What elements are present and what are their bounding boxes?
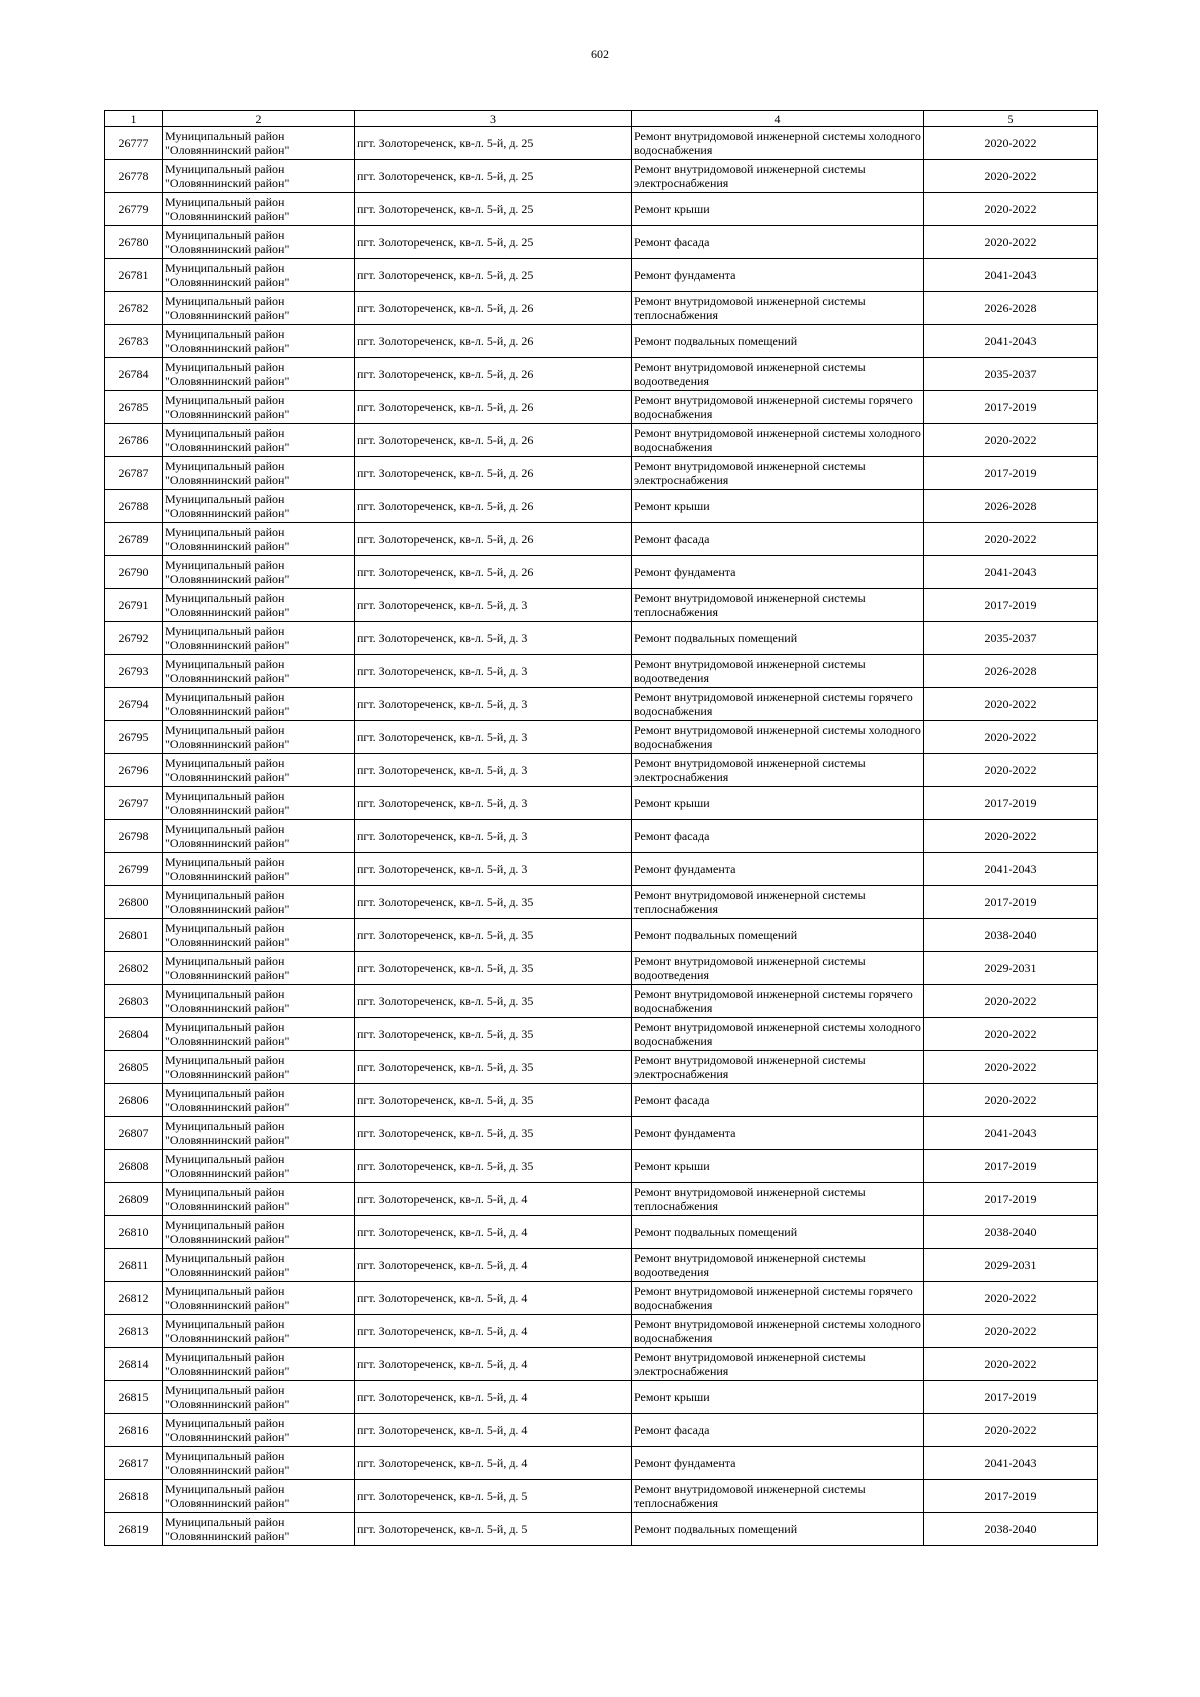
table-row	[105, 1183, 1098, 1216]
work-type-cell: Ремонт фундамента	[632, 853, 924, 886]
row-number: 26779	[105, 193, 163, 226]
period-cell: 2017-2019	[924, 886, 1098, 919]
work-type-cell: Ремонт фасада	[632, 226, 924, 259]
column-header: 2	[163, 111, 355, 127]
row-number: 26782	[105, 292, 163, 325]
work-type-cell: Ремонт внутридомовой инженерной системы теплоснабжения	[632, 292, 924, 325]
table-row	[105, 226, 1098, 259]
work-type-cell: Ремонт подвальных помещений	[632, 1513, 924, 1546]
address-cell: пгт. Золотореченск, кв-л. 5-й, д. 3	[355, 589, 632, 622]
table-row	[105, 688, 1098, 721]
table-row	[105, 952, 1098, 985]
row-number: 26796	[105, 754, 163, 787]
address-cell: пгт. Золотореченск, кв-л. 5-й, д. 3	[355, 754, 632, 787]
row-number: 26780	[105, 226, 163, 259]
municipality-cell: Муниципальный район "Оловяннинский район"	[163, 1513, 355, 1546]
table-row	[105, 457, 1098, 490]
municipality-cell: Муниципальный район "Оловяннинский район"	[163, 1381, 355, 1414]
work-type-cell: Ремонт внутридомовой инженерной системы водоотведения	[632, 1249, 924, 1282]
row-number: 26800	[105, 886, 163, 919]
municipality-cell: Муниципальный район "Оловяннинский район"	[163, 1348, 355, 1381]
work-type-cell: Ремонт крыши	[632, 490, 924, 523]
work-type-cell: Ремонт внутридомовой инженерной системы холодного водоснабжения	[632, 127, 924, 160]
table-row	[105, 1018, 1098, 1051]
address-cell: пгт. Золотореченск, кв-л. 5-й, д. 5	[355, 1480, 632, 1513]
row-number: 26803	[105, 985, 163, 1018]
address-cell: пгт. Золотореченск, кв-л. 5-й, д. 35	[355, 952, 632, 985]
work-type-cell: Ремонт фундамента	[632, 259, 924, 292]
address-cell: пгт. Золотореченск, кв-л. 5-й, д. 5	[355, 1513, 632, 1546]
municipality-cell: Муниципальный район "Оловяннинский район"	[163, 1084, 355, 1117]
work-type-cell: Ремонт внутридомовой инженерной системы горячего водоснабжения	[632, 391, 924, 424]
table-row	[105, 1480, 1098, 1513]
work-type-cell: Ремонт фасада	[632, 1414, 924, 1447]
period-cell: 2020-2022	[924, 424, 1098, 457]
address-cell: пгт. Золотореченск, кв-л. 5-й, д. 35	[355, 985, 632, 1018]
address-cell: пгт. Золотореченск, кв-л. 5-й, д. 4	[355, 1381, 632, 1414]
table-row	[105, 787, 1098, 820]
period-cell: 2029-2031	[924, 1249, 1098, 1282]
row-number: 26795	[105, 721, 163, 754]
row-number: 26807	[105, 1117, 163, 1150]
table-row	[105, 985, 1098, 1018]
period-cell: 2020-2022	[924, 1018, 1098, 1051]
row-number: 26816	[105, 1414, 163, 1447]
work-type-cell: Ремонт крыши	[632, 193, 924, 226]
row-number: 26791	[105, 589, 163, 622]
address-cell: пгт. Золотореченск, кв-л. 5-й, д. 26	[355, 523, 632, 556]
table-row	[105, 1414, 1098, 1447]
table-row	[105, 886, 1098, 919]
row-number: 26819	[105, 1513, 163, 1546]
municipality-cell: Муниципальный район "Оловяннинский район"	[163, 622, 355, 655]
period-cell: 2035-2037	[924, 622, 1098, 655]
address-cell: пгт. Золотореченск, кв-л. 5-й, д. 3	[355, 688, 632, 721]
municipality-cell: Муниципальный район "Оловяннинский район"	[163, 1018, 355, 1051]
municipality-cell: Муниципальный район "Оловяннинский район"	[163, 1447, 355, 1480]
municipality-cell: Муниципальный район "Оловяннинский район"	[163, 391, 355, 424]
work-type-cell: Ремонт внутридомовой инженерной системы холодного водоснабжения	[632, 424, 924, 457]
work-type-cell: Ремонт внутридомовой инженерной системы теплоснабжения	[632, 886, 924, 919]
address-cell: пгт. Золотореченск, кв-л. 5-й, д. 25	[355, 127, 632, 160]
period-cell: 2038-2040	[924, 919, 1098, 952]
municipality-cell: Муниципальный район "Оловяннинский район"	[163, 1315, 355, 1348]
table-row	[105, 1513, 1098, 1546]
column-header: 5	[924, 111, 1098, 127]
municipality-cell: Муниципальный район "Оловяннинский район"	[163, 490, 355, 523]
column-header: 4	[632, 111, 924, 127]
address-cell: пгт. Золотореченск, кв-л. 5-й, д. 4	[355, 1216, 632, 1249]
table-row	[105, 1249, 1098, 1282]
address-cell: пгт. Золотореченск, кв-л. 5-й, д. 3	[355, 622, 632, 655]
row-number: 26794	[105, 688, 163, 721]
municipality-cell: Муниципальный район "Оловяннинский район"	[163, 1183, 355, 1216]
table-row	[105, 1315, 1098, 1348]
period-cell: 2020-2022	[924, 820, 1098, 853]
address-cell: пгт. Золотореченск, кв-л. 5-й, д. 26	[355, 325, 632, 358]
repair-schedule-table	[104, 110, 1098, 1546]
row-number: 26806	[105, 1084, 163, 1117]
row-number: 26797	[105, 787, 163, 820]
row-number: 26804	[105, 1018, 163, 1051]
table-row	[105, 259, 1098, 292]
period-cell: 2038-2040	[924, 1216, 1098, 1249]
column-header: 3	[355, 111, 632, 127]
table-row	[105, 523, 1098, 556]
period-cell: 2026-2028	[924, 655, 1098, 688]
table-row	[105, 193, 1098, 226]
period-cell: 2041-2043	[924, 1117, 1098, 1150]
period-cell: 2041-2043	[924, 853, 1098, 886]
work-type-cell: Ремонт подвальных помещений	[632, 1216, 924, 1249]
address-cell: пгт. Золотореченск, кв-л. 5-й, д. 3	[355, 820, 632, 853]
work-type-cell: Ремонт внутридомовой инженерной системы горячего водоснабжения	[632, 985, 924, 1018]
table-row	[105, 127, 1098, 160]
period-cell: 2020-2022	[924, 226, 1098, 259]
table-row	[105, 1447, 1098, 1480]
address-cell: пгт. Золотореченск, кв-л. 5-й, д. 26	[355, 358, 632, 391]
municipality-cell: Муниципальный район "Оловяннинский район"	[163, 787, 355, 820]
column-number-row	[105, 111, 1098, 127]
work-type-cell: Ремонт внутридомовой инженерной системы водоотведения	[632, 358, 924, 391]
work-type-cell: Ремонт фасада	[632, 523, 924, 556]
municipality-cell: Муниципальный район "Оловяннинский район"	[163, 886, 355, 919]
address-cell: пгт. Золотореченск, кв-л. 5-й, д. 26	[355, 292, 632, 325]
row-number: 26778	[105, 160, 163, 193]
address-cell: пгт. Золотореченск, кв-л. 5-й, д. 35	[355, 1150, 632, 1183]
period-cell: 2020-2022	[924, 754, 1098, 787]
table-row	[105, 589, 1098, 622]
address-cell: пгт. Золотореченск, кв-л. 5-й, д. 26	[355, 424, 632, 457]
address-cell: пгт. Золотореченск, кв-л. 5-й, д. 25	[355, 259, 632, 292]
municipality-cell: Муниципальный район "Оловяннинский район"	[163, 325, 355, 358]
row-number: 26799	[105, 853, 163, 886]
municipality-cell: Муниципальный район "Оловяннинский район"	[163, 655, 355, 688]
work-type-cell: Ремонт подвальных помещений	[632, 919, 924, 952]
address-cell: пгт. Золотореченск, кв-л. 5-й, д. 3	[355, 787, 632, 820]
row-number: 26814	[105, 1348, 163, 1381]
municipality-cell: Муниципальный район "Оловяннинский район"	[163, 292, 355, 325]
table-row	[105, 1084, 1098, 1117]
row-number: 26811	[105, 1249, 163, 1282]
municipality-cell: Муниципальный район "Оловяннинский район"	[163, 160, 355, 193]
row-number: 26786	[105, 424, 163, 457]
row-number: 26801	[105, 919, 163, 952]
address-cell: пгт. Золотореченск, кв-л. 5-й, д. 26	[355, 490, 632, 523]
work-type-cell: Ремонт крыши	[632, 1150, 924, 1183]
work-type-cell: Ремонт крыши	[632, 787, 924, 820]
work-type-cell: Ремонт внутридомовой инженерной системы горячего водоснабжения	[632, 688, 924, 721]
row-number: 26790	[105, 556, 163, 589]
period-cell: 2038-2040	[924, 1513, 1098, 1546]
table-row	[105, 490, 1098, 523]
municipality-cell: Муниципальный район "Оловяннинский район"	[163, 820, 355, 853]
period-cell: 2017-2019	[924, 1183, 1098, 1216]
row-number: 26789	[105, 523, 163, 556]
row-number: 26793	[105, 655, 163, 688]
row-number: 26802	[105, 952, 163, 985]
period-cell: 2020-2022	[924, 1051, 1098, 1084]
table-row	[105, 721, 1098, 754]
address-cell: пгт. Золотореченск, кв-л. 5-й, д. 25	[355, 226, 632, 259]
work-type-cell: Ремонт внутридомовой инженерной системы теплоснабжения	[632, 1183, 924, 1216]
table-row	[105, 292, 1098, 325]
period-cell: 2017-2019	[924, 1480, 1098, 1513]
municipality-cell: Муниципальный район "Оловяннинский район"	[163, 457, 355, 490]
work-type-cell: Ремонт внутридомовой инженерной системы электроснабжения	[632, 457, 924, 490]
municipality-cell: Муниципальный район "Оловяннинский район"	[163, 589, 355, 622]
address-cell: пгт. Золотореченск, кв-л. 5-й, д. 25	[355, 193, 632, 226]
table-row	[105, 1051, 1098, 1084]
period-cell: 2035-2037	[924, 358, 1098, 391]
period-cell: 2020-2022	[924, 721, 1098, 754]
period-cell: 2026-2028	[924, 490, 1098, 523]
row-number: 26805	[105, 1051, 163, 1084]
row-number: 26781	[105, 259, 163, 292]
work-type-cell: Ремонт внутридомовой инженерной системы электроснабжения	[632, 1348, 924, 1381]
period-cell: 2020-2022	[924, 985, 1098, 1018]
period-cell: 2020-2022	[924, 523, 1098, 556]
period-cell: 2041-2043	[924, 259, 1098, 292]
table-row	[105, 1216, 1098, 1249]
period-cell: 2020-2022	[924, 127, 1098, 160]
work-type-cell: Ремонт внутридомовой инженерной системы горячего водоснабжения	[632, 1282, 924, 1315]
period-cell: 2020-2022	[924, 1414, 1098, 1447]
municipality-cell: Муниципальный район "Оловяннинский район"	[163, 919, 355, 952]
address-cell: пгт. Золотореченск, кв-л. 5-й, д. 26	[355, 556, 632, 589]
municipality-cell: Муниципальный район "Оловяннинский район"	[163, 226, 355, 259]
row-number: 26813	[105, 1315, 163, 1348]
work-type-cell: Ремонт фундамента	[632, 556, 924, 589]
address-cell: пгт. Золотореченск, кв-л. 5-й, д. 35	[355, 1117, 632, 1150]
municipality-cell: Муниципальный район "Оловяннинский район"	[163, 1480, 355, 1513]
address-cell: пгт. Золотореченск, кв-л. 5-й, д. 4	[355, 1183, 632, 1216]
work-type-cell: Ремонт фундамента	[632, 1447, 924, 1480]
work-type-cell: Ремонт внутридомовой инженерной системы холодного водоснабжения	[632, 721, 924, 754]
work-type-cell: Ремонт подвальных помещений	[632, 325, 924, 358]
period-cell: 2020-2022	[924, 1348, 1098, 1381]
municipality-cell: Муниципальный район "Оловяннинский район"	[163, 424, 355, 457]
municipality-cell: Муниципальный район "Оловяннинский район"	[163, 754, 355, 787]
table-row	[105, 754, 1098, 787]
municipality-cell: Муниципальный район "Оловяннинский район"	[163, 1249, 355, 1282]
work-type-cell: Ремонт внутридомовой инженерной системы водоотведения	[632, 655, 924, 688]
period-cell: 2017-2019	[924, 457, 1098, 490]
period-cell: 2020-2022	[924, 1315, 1098, 1348]
row-number: 26815	[105, 1381, 163, 1414]
row-number: 26809	[105, 1183, 163, 1216]
municipality-cell: Муниципальный район "Оловяннинский район"	[163, 358, 355, 391]
table-row	[105, 391, 1098, 424]
address-cell: пгт. Золотореченск, кв-л. 5-й, д. 35	[355, 1084, 632, 1117]
municipality-cell: Муниципальный район "Оловяннинский район"	[163, 1051, 355, 1084]
table-row	[105, 820, 1098, 853]
municipality-cell: Муниципальный район "Оловяннинский район"	[163, 985, 355, 1018]
municipality-cell: Муниципальный район "Оловяннинский район"	[163, 1117, 355, 1150]
address-cell: пгт. Золотореченск, кв-л. 5-й, д. 35	[355, 1018, 632, 1051]
period-cell: 2020-2022	[924, 193, 1098, 226]
table-row	[105, 622, 1098, 655]
address-cell: пгт. Золотореченск, кв-л. 5-й, д. 4	[355, 1282, 632, 1315]
municipality-cell: Муниципальный район "Оловяннинский район"	[163, 853, 355, 886]
row-number: 26812	[105, 1282, 163, 1315]
period-cell: 2017-2019	[924, 1150, 1098, 1183]
municipality-cell: Муниципальный район "Оловяннинский район"	[163, 1414, 355, 1447]
municipality-cell: Муниципальный район "Оловяннинский район"	[163, 1150, 355, 1183]
period-cell: 2020-2022	[924, 160, 1098, 193]
address-cell: пгт. Золотореченск, кв-л. 5-й, д. 26	[355, 457, 632, 490]
period-cell: 2017-2019	[924, 589, 1098, 622]
row-number: 26792	[105, 622, 163, 655]
period-cell: 2020-2022	[924, 1084, 1098, 1117]
work-type-cell: Ремонт внутридомовой инженерной системы холодного водоснабжения	[632, 1018, 924, 1051]
work-type-cell: Ремонт внутридомовой инженерной системы электроснабжения	[632, 160, 924, 193]
work-type-cell: Ремонт внутридомовой инженерной системы электроснабжения	[632, 754, 924, 787]
period-cell: 2020-2022	[924, 688, 1098, 721]
work-type-cell: Ремонт фасада	[632, 1084, 924, 1117]
address-cell: пгт. Золотореченск, кв-л. 5-й, д. 4	[355, 1249, 632, 1282]
municipality-cell: Муниципальный район "Оловяннинский район"	[163, 193, 355, 226]
address-cell: пгт. Золотореченск, кв-л. 5-й, д. 4	[355, 1315, 632, 1348]
municipality-cell: Муниципальный район "Оловяннинский район"	[163, 721, 355, 754]
address-cell: пгт. Золотореченск, кв-л. 5-й, д. 3	[355, 853, 632, 886]
row-number: 26810	[105, 1216, 163, 1249]
municipality-cell: Муниципальный район "Оловяннинский район"	[163, 523, 355, 556]
table-row	[105, 325, 1098, 358]
period-cell: 2029-2031	[924, 952, 1098, 985]
row-number: 26777	[105, 127, 163, 160]
table-row	[105, 424, 1098, 457]
work-type-cell: Ремонт внутридомовой инженерной системы электроснабжения	[632, 1051, 924, 1084]
period-cell: 2017-2019	[924, 391, 1098, 424]
period-cell: 2041-2043	[924, 556, 1098, 589]
table-row	[105, 1282, 1098, 1315]
municipality-cell: Муниципальный район "Оловяннинский район"	[163, 556, 355, 589]
row-number: 26788	[105, 490, 163, 523]
work-type-cell: Ремонт фундамента	[632, 1117, 924, 1150]
period-cell: 2017-2019	[924, 787, 1098, 820]
row-number: 26784	[105, 358, 163, 391]
address-cell: пгт. Золотореченск, кв-л. 5-й, д. 26	[355, 391, 632, 424]
municipality-cell: Муниципальный район "Оловяннинский район"	[163, 127, 355, 160]
municipality-cell: Муниципальный район "Оловяннинский район"	[163, 259, 355, 292]
municipality-cell: Муниципальный район "Оловяннинский район"	[163, 688, 355, 721]
period-cell: 2041-2043	[924, 1447, 1098, 1480]
address-cell: пгт. Золотореченск, кв-л. 5-й, д. 25	[355, 160, 632, 193]
row-number: 26783	[105, 325, 163, 358]
table-row	[105, 655, 1098, 688]
work-type-cell: Ремонт внутридомовой инженерной системы теплоснабжения	[632, 1480, 924, 1513]
row-number: 26785	[105, 391, 163, 424]
work-type-cell: Ремонт подвальных помещений	[632, 622, 924, 655]
municipality-cell: Муниципальный район "Оловяннинский район"	[163, 1282, 355, 1315]
address-cell: пгт. Золотореченск, кв-л. 5-й, д. 4	[355, 1414, 632, 1447]
row-number: 26818	[105, 1480, 163, 1513]
municipality-cell: Муниципальный район "Оловяннинский район"	[163, 1216, 355, 1249]
row-number: 26808	[105, 1150, 163, 1183]
address-cell: пгт. Золотореченск, кв-л. 5-й, д. 35	[355, 886, 632, 919]
work-type-cell: Ремонт крыши	[632, 1381, 924, 1414]
municipality-cell: Муниципальный район "Оловяннинский район"	[163, 952, 355, 985]
table-row	[105, 1381, 1098, 1414]
row-number: 26798	[105, 820, 163, 853]
table-row	[105, 160, 1098, 193]
row-number: 26817	[105, 1447, 163, 1480]
table-row	[105, 919, 1098, 952]
address-cell: пгт. Золотореченск, кв-л. 5-й, д. 3	[355, 721, 632, 754]
work-type-cell: Ремонт внутридомовой инженерной системы теплоснабжения	[632, 589, 924, 622]
period-cell: 2020-2022	[924, 1282, 1098, 1315]
address-cell: пгт. Золотореченск, кв-л. 5-й, д. 4	[355, 1447, 632, 1480]
work-type-cell: Ремонт внутридомовой инженерной системы водоотведения	[632, 952, 924, 985]
table-row	[105, 1117, 1098, 1150]
period-cell: 2041-2043	[924, 325, 1098, 358]
address-cell: пгт. Золотореченск, кв-л. 5-й, д. 4	[355, 1348, 632, 1381]
table-row	[105, 1348, 1098, 1381]
page-number: 602	[591, 47, 609, 61]
address-cell: пгт. Золотореченск, кв-л. 5-й, д. 35	[355, 919, 632, 952]
table-row	[105, 853, 1098, 886]
period-cell: 2026-2028	[924, 292, 1098, 325]
work-type-cell: Ремонт фасада	[632, 820, 924, 853]
column-header: 1	[105, 111, 163, 127]
work-type-cell: Ремонт внутридомовой инженерной системы холодного водоснабжения	[632, 1315, 924, 1348]
row-number: 26787	[105, 457, 163, 490]
table-body	[105, 127, 1098, 1546]
table-row	[105, 556, 1098, 589]
address-cell: пгт. Золотореченск, кв-л. 5-й, д. 35	[355, 1051, 632, 1084]
address-cell: пгт. Золотореченск, кв-л. 5-й, д. 3	[355, 655, 632, 688]
period-cell: 2017-2019	[924, 1381, 1098, 1414]
table-row	[105, 358, 1098, 391]
table-row	[105, 1150, 1098, 1183]
